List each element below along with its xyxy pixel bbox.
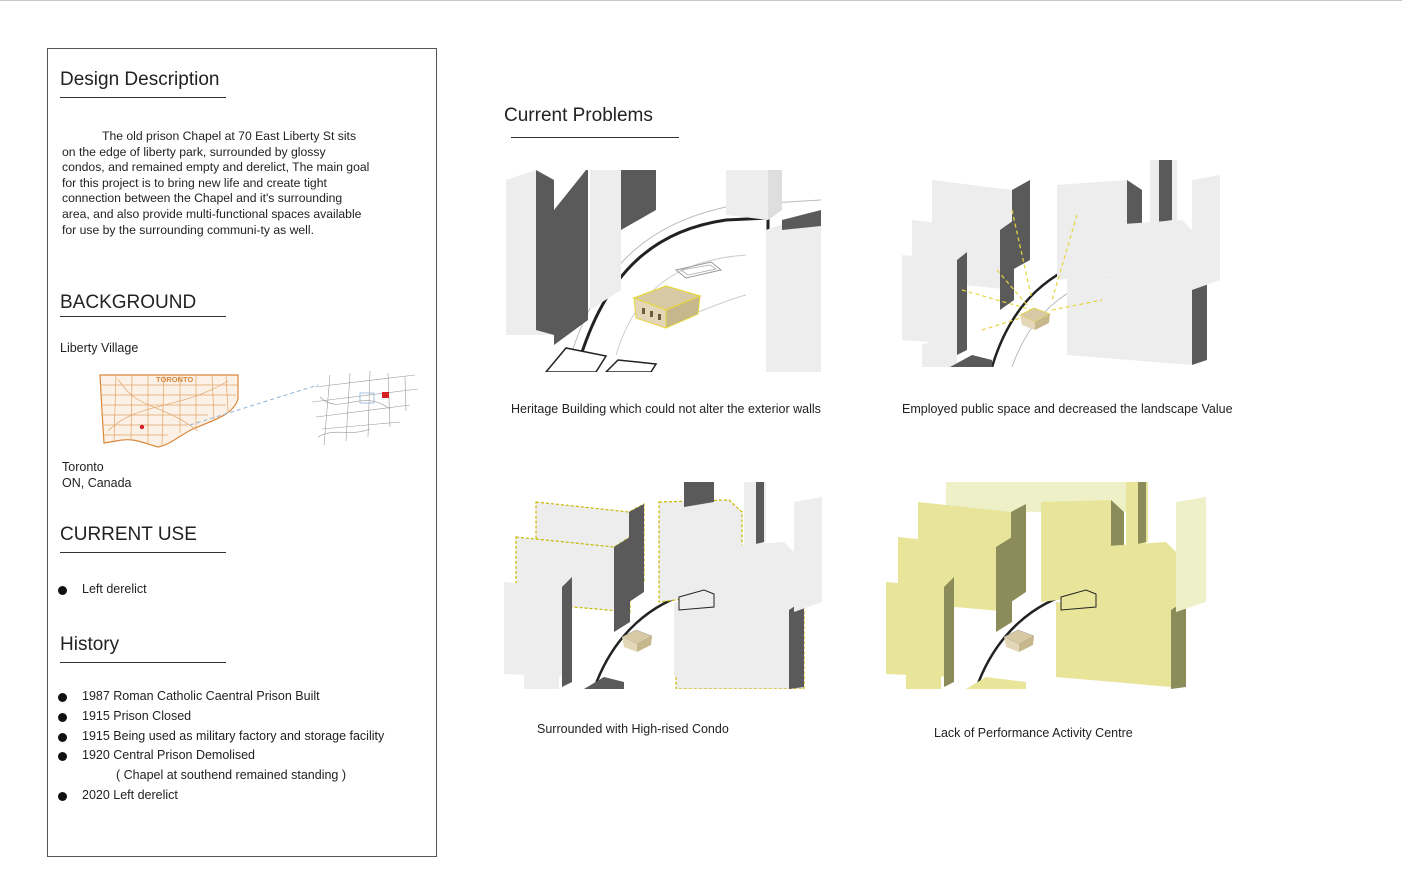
background-heading: BACKGROUND xyxy=(60,292,197,313)
list-item: 1915 Being used as military factory and storage facility xyxy=(56,727,384,747)
map-city-label: TORONTO xyxy=(156,375,194,384)
list-item: 1920 Central Prison Demolised xyxy=(56,746,384,766)
heading-underline xyxy=(60,552,226,553)
list-item: 1915 Prison Closed xyxy=(56,707,384,727)
activity-centre-diagram xyxy=(886,482,1206,689)
heading-underline xyxy=(60,97,226,98)
high-rise-diagram xyxy=(504,482,822,689)
connector-line xyxy=(188,379,328,429)
heading-underline xyxy=(60,662,226,663)
history-list xyxy=(56,687,384,806)
current-use-heading: CURRENT USE xyxy=(60,524,197,545)
location-region: ON, Canada xyxy=(62,476,132,490)
map-label: Liberty Village xyxy=(60,341,139,355)
list-item: Left derelict xyxy=(56,580,147,600)
heading-underline xyxy=(511,137,679,138)
bullet-icon xyxy=(58,693,67,702)
bullet-icon xyxy=(58,752,67,761)
caption-activity-centre: Lack of Performance Activity Centre xyxy=(934,726,1133,740)
heritage-building-diagram xyxy=(506,170,821,372)
caption-public-space: Employed public space and decreased the landscape Value xyxy=(902,402,1233,416)
list-item: 1987 Roman Catholic Caentral Prison Built xyxy=(56,687,384,707)
location-marker-icon xyxy=(140,425,144,429)
caption-high-rise: Surrounded with High-rised Condo xyxy=(537,722,729,736)
list-item-note: ( Chapel at southend remained standing ) xyxy=(116,768,347,783)
design-description-heading: Design Description xyxy=(60,69,220,90)
bullet-icon xyxy=(58,586,67,595)
list-item: 2020 Left derelict xyxy=(56,786,384,806)
info-panel xyxy=(47,48,437,857)
history-heading: History xyxy=(60,634,120,655)
site-map xyxy=(310,367,420,449)
location-city: Toronto xyxy=(62,460,104,474)
bullet-icon xyxy=(58,713,67,722)
top-divider xyxy=(0,0,1402,1)
bullet-icon xyxy=(58,792,67,801)
design-description-text: The old prison Chapel at 70 East Liberty St sits on the edge of liberty park, surrounded by glossy condos, and remained empty and derelict, The main goal for this project is to bring new life and create tight connection between the Chapel and it's surrounding area, and also provide multi-functional spaces available for use by the surrounding communi-ty as well. xyxy=(62,129,370,237)
current-use-list xyxy=(56,580,147,600)
current-problems-heading: Current Problems xyxy=(504,105,653,126)
heading-underline xyxy=(60,316,226,317)
caption-heritage: Heritage Building which could not alter the exterior walls xyxy=(511,402,821,416)
bullet-icon xyxy=(58,733,67,742)
public-space-diagram xyxy=(902,160,1220,367)
